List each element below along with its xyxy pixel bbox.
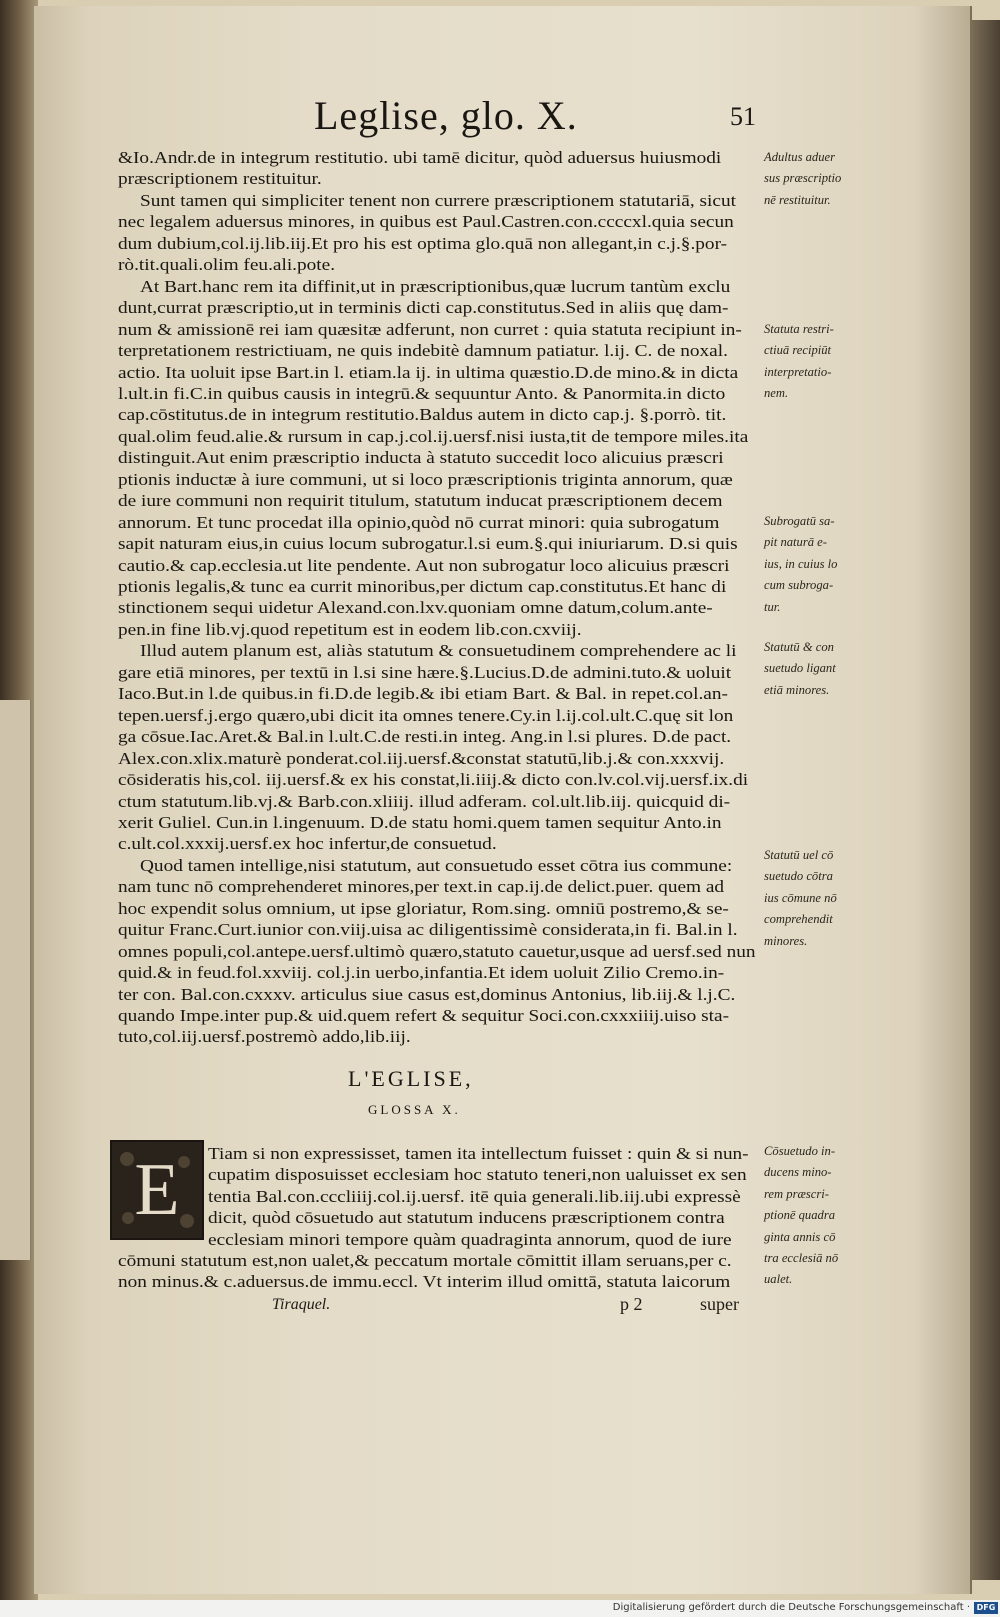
- text-line: tepen.uersf.j.ergo quæro,ubi dicit ita omnes tenere.Cy.in l.ij.col.ult.C.quę sit lon: [118, 705, 734, 725]
- text-line: cap.cōstitutus.de in integrum restitutio.Baldus autem in dicto cap.j. §.porrò. tit.: [118, 405, 727, 425]
- text-line: Iaco.But.in l.de quibus.in fi.D.de legib.& ibi etiam Bart. & Bal. in repet.col.an-: [118, 684, 728, 704]
- margin-note-line: ius cōmune nō: [764, 890, 837, 905]
- text-line: ctum statutum.lib.vj.& Barb.con.xliiij. illud adferam. col.ult.lib.iij. quicquid di-: [118, 791, 731, 811]
- margin-note-line: nem.: [764, 386, 789, 401]
- initial-letter: E: [134, 1149, 180, 1231]
- text-line: c.ult.col.xxxij.uersf.ex hoc infertur,de consuetud.: [118, 834, 497, 854]
- section-text-line: ecclesiam minori tempore quàm quadraginta annorum, quod de iure: [208, 1229, 732, 1249]
- margin-note-line: Statutū & con: [764, 640, 834, 654]
- footer-author: Tiraquel.: [272, 1296, 331, 1313]
- text-line: stinctionem sequi uidetur Alexand.con.lxv.quoniam omne datum,colum.ante-: [118, 598, 713, 618]
- margin-note-line: rem præscri-: [764, 1186, 829, 1201]
- running-head: Leglise, glo. X.: [314, 93, 578, 138]
- text-line: gare etiā minores, per textū in l.si sine hære.§.Lucius.D.de admini.tuto.& uoluit: [118, 662, 732, 682]
- text-line: omnes populi,col.antepe.uersf.ultimò quæro,statuto cauetur,usque ad uersf.sed nun: [118, 941, 756, 961]
- margin-note-line: ius, in cuius lo: [764, 556, 838, 571]
- text-line: tuto,col.iij.uersf.postremò addo,lib.iij.: [118, 1027, 411, 1047]
- book-page-stack-edge: [970, 20, 1000, 1580]
- margin-note-line: Statuta restri-: [764, 322, 834, 336]
- text-line: rò.tit.quali.olim feu.ali.pote.: [118, 255, 336, 275]
- margin-note-line: nē restituitur.: [764, 192, 831, 207]
- footer-catchword: super: [700, 1294, 739, 1314]
- section-text-line: tentia Bal.con.cccliiij.col.ij.uersf. itē quia generali.lib.iij.ubi expressè: [208, 1186, 741, 1206]
- text-line: distinguit.Aut enim præscriptio inducta à statuto succedit loco alicuius præscri: [118, 448, 724, 468]
- margin-note-line: interpretatio-: [764, 364, 832, 379]
- section-subtitle: GLOSSA X.: [368, 1102, 461, 1117]
- text-line: de iure communi non requirit titulum, statutum inducat præscriptionem decem: [118, 491, 723, 511]
- margin-note-line: Statutū uel cō: [764, 848, 834, 862]
- text-line: præscriptionem restituitur.: [118, 169, 322, 189]
- text-line: nam tunc nō comprehenderet minores,per text.in cap.ij.de delict.puer. quem ad: [118, 877, 725, 897]
- text-line: cōsideratis his,col. iij.uersf.& ex his constat,li.iiij.& dicto con.lv.col.vij.uersf.ix.di: [118, 770, 749, 790]
- margin-note-line: tur.: [764, 599, 781, 614]
- margin-note-line: Adultus aduer: [764, 150, 836, 164]
- margin-note-line: ducens mino-: [764, 1165, 832, 1180]
- text-line: dum dubium,col.ij.lib.iij.Et pro his est optima glo.quā non allegant,in c.j.§.por-: [118, 233, 728, 253]
- text-line: dunt,currat præscriptio,ut in terminis dicti cap.constitutus.Sed in aliis quę dam-: [118, 298, 729, 318]
- margin-note-line: pit naturā e-: [764, 535, 827, 550]
- text-line: At Bart.hanc rem ita diffinit,ut in præscriptionibus,quæ lucrum tantùm exclu: [140, 276, 731, 296]
- text-line: Sunt tamen qui simpliciter tenent non currere præscriptionem statutariā, sicut: [140, 190, 736, 210]
- text-line: xerit Guliel. Cun.in l.ingenuum. D.de statu homi.quem tamen sequitur Anto.in: [118, 812, 722, 832]
- section-title: L'EGLISE,: [348, 1066, 474, 1091]
- text-line: &Io.Andr.de in integrum restitutio. ubi tamē dicitur, quòd aduersus huiusmodi: [118, 148, 722, 167]
- section-text-line: cōmuni statutum est,non ualet,& peccatum mortale cōmittit illam seruans,per c.: [118, 1251, 732, 1270]
- text-line: pen.in fine lib.vj.quod repetitum est in eodem lib.con.cxviij.: [118, 619, 582, 639]
- text-line: qual.olim feud.alie.& rursum in cap.j.col.ij.uersf.nisi iusta,tit de tempore miles.ita: [118, 426, 749, 446]
- margin-note-line: cum subroga-: [764, 578, 834, 593]
- margin-note-line: etiā minores.: [764, 682, 830, 697]
- text-line: ptionis inductæ à iure communi, ut si loco præscriptionis triginta annorum, quæ: [118, 469, 733, 489]
- section-text-line: non minus.& c.aduersus.de immu.eccl. Vt interim illud omittā, statuta laicorum: [118, 1272, 731, 1292]
- text-line: quando Impe.inter pup.& uid.quem refert & sequitur Soci.con.cxxxiiij.uiso sta-: [118, 1006, 730, 1025]
- margin-note-line: ptionē quadra: [764, 1208, 836, 1223]
- margin-note-line: ginta annis cō: [764, 1229, 836, 1244]
- text-line: ga cōsue.Iac.Aret.& Bal.in l.ult.C.de resti.in integ. Ang.in l.si plures. D.de pact.: [118, 727, 732, 747]
- text-line: ptionis legalis,& tunc ea currit minoribus,per dictum cap.constitutus.Et hanc di: [118, 577, 727, 596]
- margin-note-line: sus præscriptio: [764, 171, 842, 186]
- footer-signature-mark: p 2: [620, 1294, 643, 1314]
- section-text-line: dicit, quòd cōsuetudo aut statutum inducens præscriptionem contra: [208, 1208, 725, 1228]
- text-line: Alex.con.xlix.maturè ponderat.col.iij.uersf.&constat statutū,lib.j.& con.xxxvij.: [118, 748, 725, 768]
- margin-note-line: comprehendit: [764, 912, 833, 927]
- margin-note-line: suetudo cōtra: [764, 869, 833, 884]
- section-text-line: cupatim disposuisset ecclesiam hoc statuto teneri,non ualuisset ex sen: [208, 1165, 747, 1185]
- margin-note-line: Cōsuetudo in-: [764, 1144, 836, 1158]
- text-line: actio. Ita uoluit ipse Bart.in l. etiam.la ij. in ultima quæstio.D.de mino.& in dicta: [118, 362, 739, 382]
- margin-note-line: tra ecclesiā nō: [764, 1251, 839, 1265]
- margin-note-line: ualet.: [764, 1272, 793, 1287]
- decorated-initial: [110, 1140, 204, 1240]
- page-number: 51: [730, 102, 756, 131]
- credit-text: Digitalisierung gefördert durch die Deutsche Forschungsgemeinschaft ·: [612, 1602, 970, 1613]
- dfg-logo: DFG: [974, 1602, 998, 1614]
- margin-note-line: Subrogatū sa-: [764, 514, 835, 528]
- text-line: quid.& in feud.fol.xxviij. col.j.in uerbo,infantia.Et idem uoluit Zilio Cremo.in-: [118, 963, 725, 983]
- text-line: Quod tamen intellige,nisi statutum, aut consuetudo esset cōtra ius commune:: [140, 855, 733, 875]
- text-line: cautio.& cap.ecclesia.ut lite pendente. Aut non subrogatur loco alicuius præscri: [118, 555, 730, 575]
- text-line: quitur Franc.Curt.iunior con.viij.uisa ac diligentissimè considerata,in fi. Bal.in l.: [118, 920, 738, 940]
- text-line: terpretationem restrictiuam, ne quis indebitè damnum patiatur. l.ij. C. de noxal.: [118, 341, 728, 361]
- text-line: nec legalem aduersus minores, in quibus est Paul.Castren.con.ccccxl.quia secun: [118, 212, 734, 232]
- text-line: l.ult.in fi.C.in quibus causis in integrū.& sequuntur Anto. & Panormita.in dicto: [118, 383, 726, 403]
- text-line: ter con. Bal.con.cxxxv. articulus siue casus est,dominus Antonius, lib.iij.& l.j.C.: [118, 984, 736, 1004]
- text-line: sapit naturam eius,in cuius locum subrogatur.l.si eum.§.qui iniuriarum. D.si quis: [118, 534, 738, 554]
- margin-note-line: minores.: [764, 933, 808, 948]
- previous-page-edge: [0, 700, 31, 1260]
- text-line: num & amissionē rei iam quæsitæ adferunt, non curret : quia statuta recipiunt in-: [118, 319, 742, 339]
- text-line: hoc expendit solus omnium, ut ipse gloriatur, Rom.sing. omniū postremo,& se-: [118, 898, 729, 918]
- section-text-line: Tiam si non expressisset, tamen ita intellectum fuisset : quin & si nun-: [208, 1144, 749, 1163]
- margin-note-line: ctiuā recipiūt: [764, 343, 832, 358]
- text-line: Illud autem planum est, aliàs statutum & consuetudinem comprehendere ac li: [140, 641, 737, 661]
- margin-note-line: suetudo ligant: [764, 661, 836, 676]
- text-line: annorum. Et tunc procedat illa opinio,quòd nō currat minori: quia subrogatum: [118, 512, 720, 532]
